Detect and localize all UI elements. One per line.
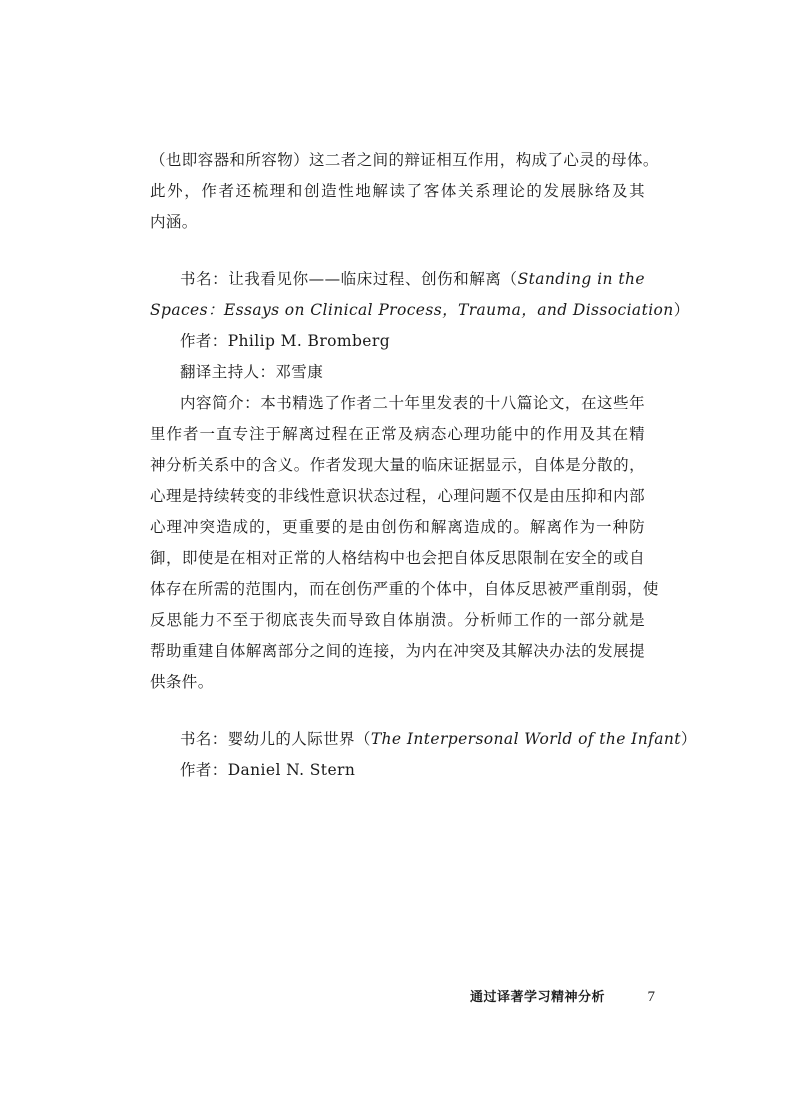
book1-summary-line-5: 心理冲突造成的，更重要的是由创伤和解离造成的。解离作为一种防 [150,518,645,536]
book1-author: 作者：Philip M. Bromberg [180,332,391,350]
book1-title-line-2 [150,300,690,320]
page-number: 7 [647,989,655,1005]
book2-title-english: The Interpersonal World of the Infant [370,730,681,748]
running-title: 通过译著学习精神分析 [470,990,606,1005]
book1-summary-line-3: 神分析关系中的含义。作者发现大量的临床证据显示，自体是分散的， [150,456,645,474]
intro-line-1: （也即容器和所容物）这二者之间的辩证相互作用，构成了心灵的母体。 [150,151,659,169]
book1-title-line-1 [180,269,645,289]
book2-title-line [180,729,697,749]
book1-summary-line-4: 心理是持续转变的非线性意识状态过程，心理问题不仅是由压抑和内部 [150,487,645,505]
book2-title-prefix: 书名：婴幼儿的人际世界（ [180,730,371,748]
page-footer [470,987,655,1008]
book1-summary-line-2: 里作者一直专注于解离过程在正常及病态心理功能中的作用及其在精 [150,425,645,443]
book1-title-suffix: ） [673,301,690,319]
book1-summary-line-1: 内容简介：本书精选了作者二十年里发表的十八篇论文，在这些年 [180,394,645,412]
book2-title-suffix: ） [680,730,697,748]
book1-summary-line-10: 供条件。 [150,673,214,691]
intro-line-3: 内涵。 [150,213,198,231]
intro-line-2: 此外，作者还梳理和创造性地解读了客体关系理论的发展脉络及其 [150,182,645,200]
book1-summary-line-6: 御，即使是在相对正常的人格结构中也会把自体反思限制在安全的或自 [150,549,645,567]
book2-author: 作者：Daniel N. Stern [180,761,356,779]
book1-summary-line-7: 体存在所需的范围内，而在创伤严重的个体中，自体反思被严重削弱，使 [150,580,659,598]
book1-summary-line-9: 帮助重建自体解离部分之间的连接，为内在冲突及其解决办法的发展提 [150,642,645,660]
book1-title-prefix: 书名：让我看见你——临床过程、创伤和解离（ [180,270,518,288]
book1-summary-line-8: 反思能力不至于彻底丧失而导致自体崩溃。分析师工作的一部分就是 [150,611,645,629]
book1-translator: 翻译主持人：邓雪康 [180,363,324,381]
book1-title-english-2: Spaces：Essays on Clinical Process，Trauma，and Dissociation [150,301,674,319]
book1-title-english-1: Standing in the [517,270,645,288]
